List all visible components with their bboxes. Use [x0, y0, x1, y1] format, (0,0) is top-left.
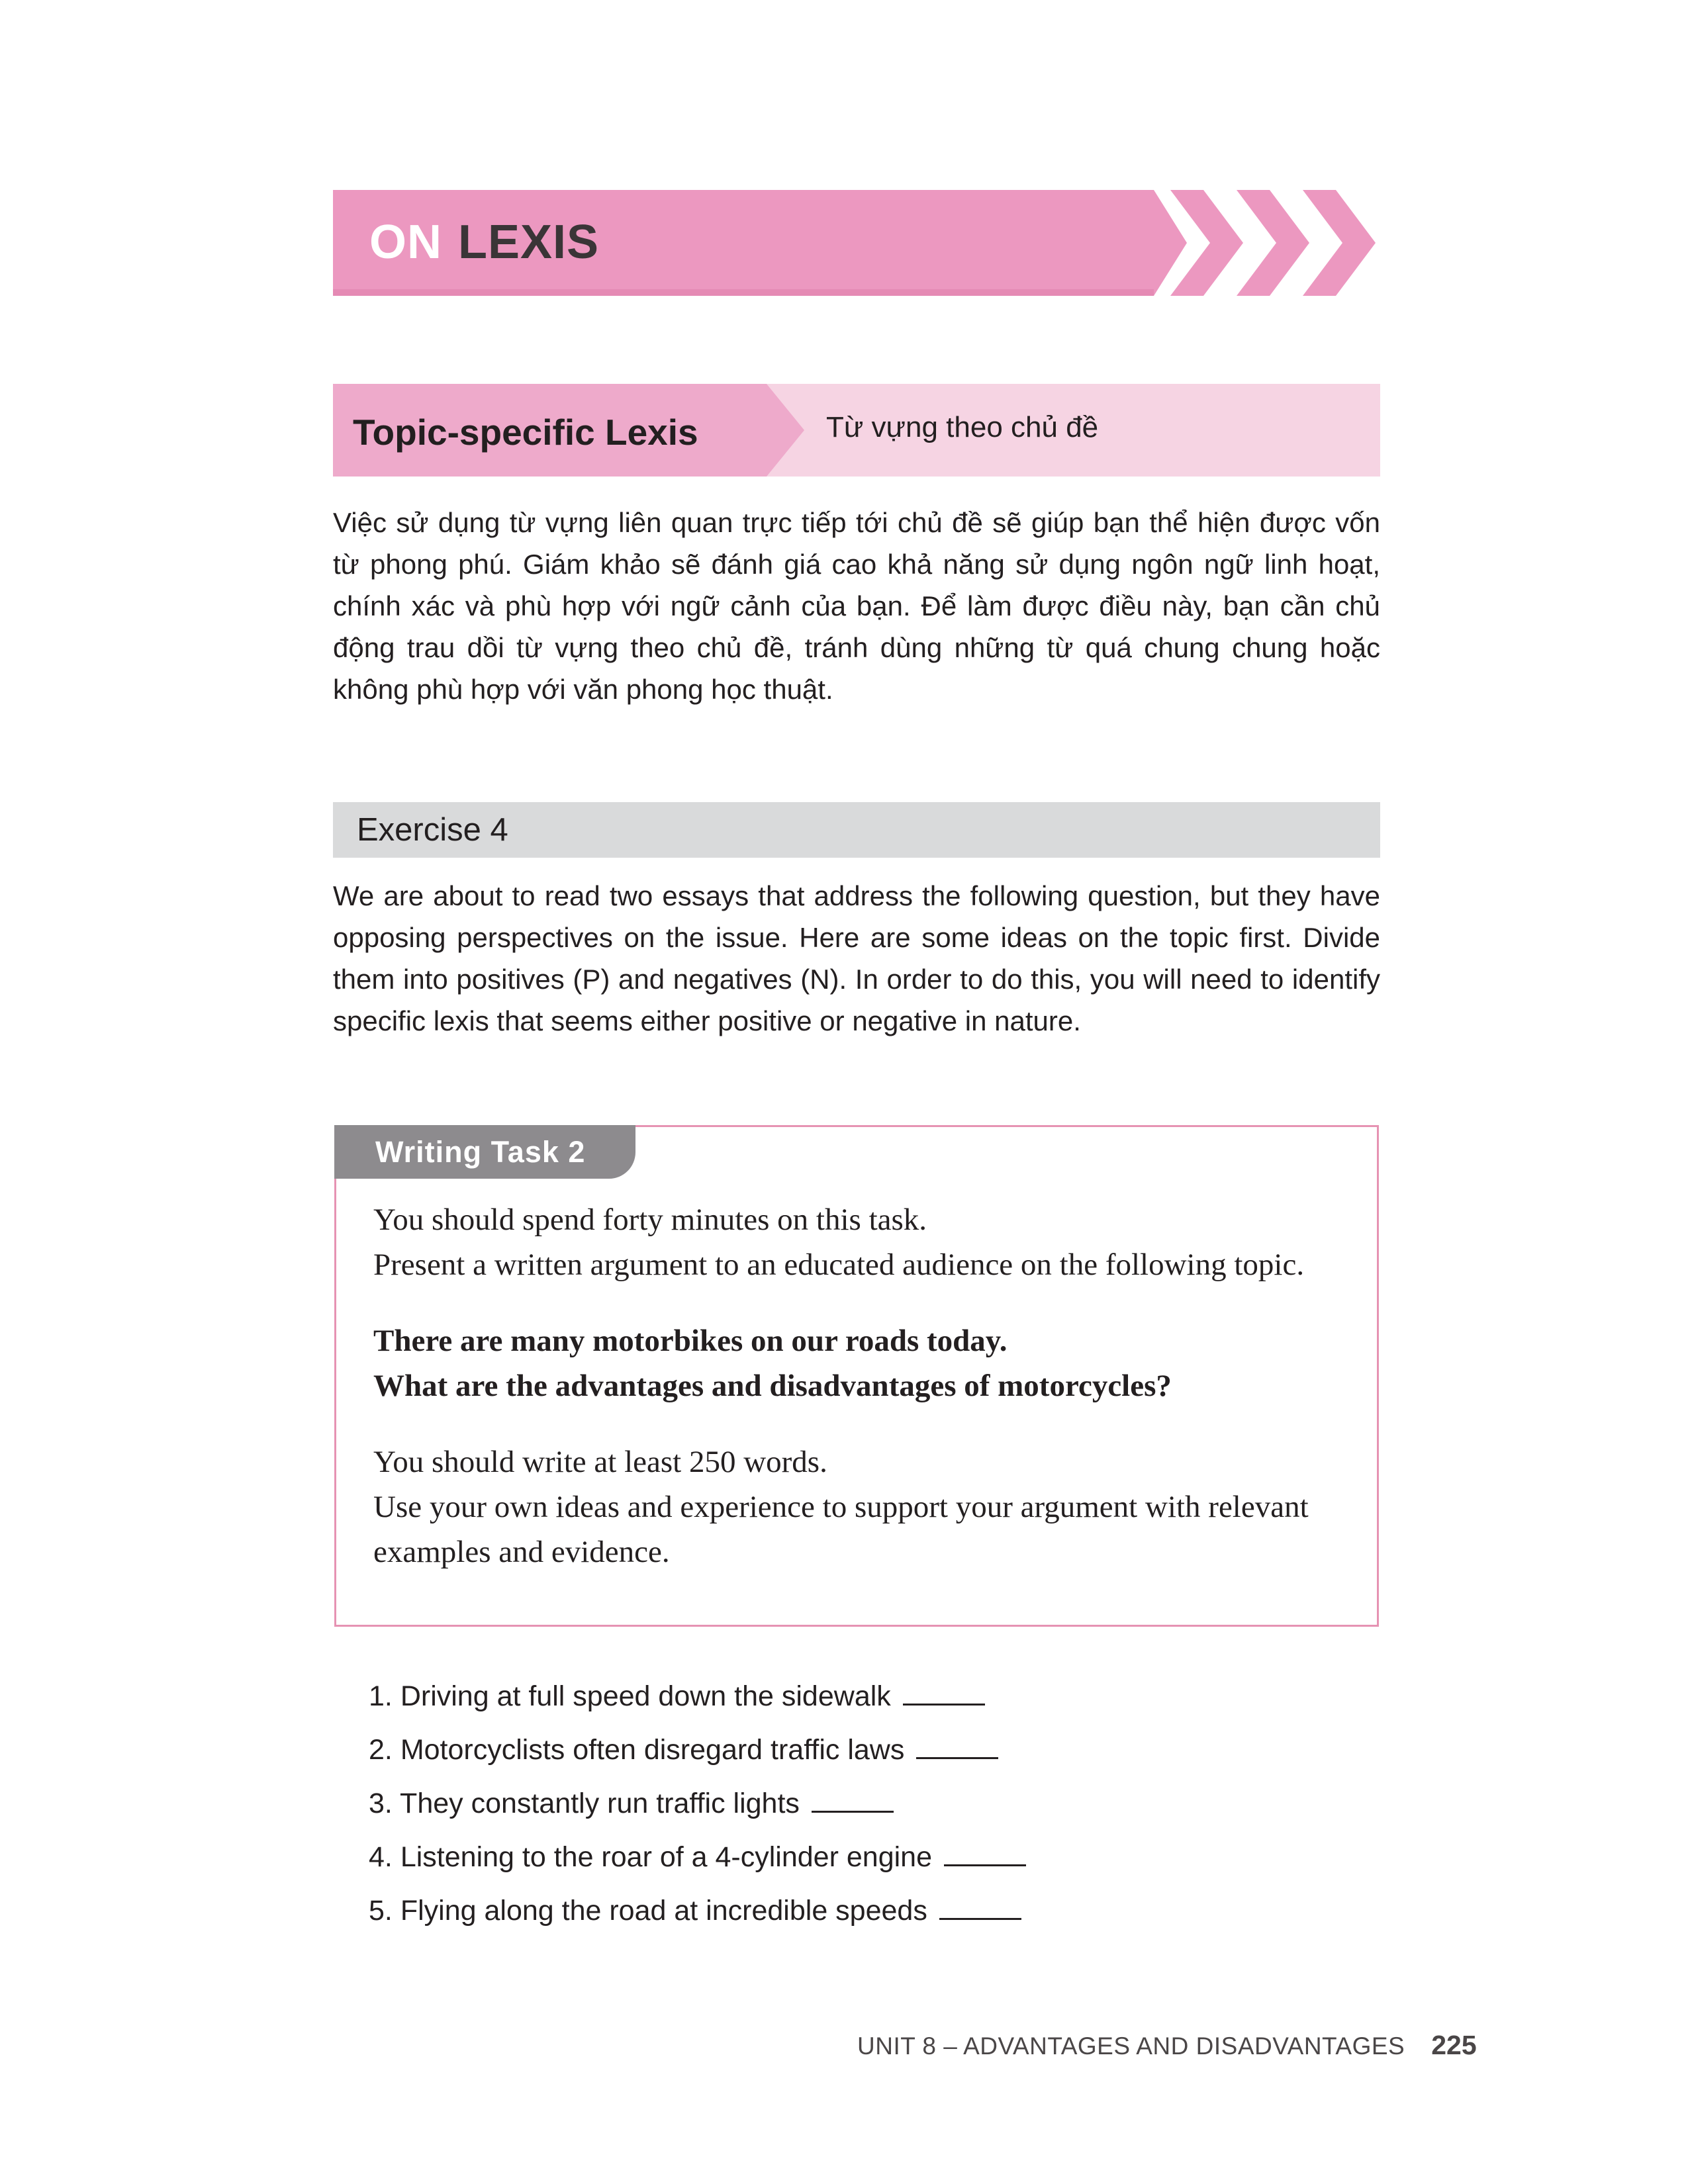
task-intro-line: You should spend forty minutes on this task.: [373, 1203, 927, 1237]
section-heading: [333, 384, 1380, 477]
chapter-title-word-2: LEXIS: [458, 216, 600, 269]
task-question-line: There are many motorbikes on our roads today.: [373, 1324, 1008, 1358]
task-instruction-line: You should write at least 250 words.: [373, 1445, 827, 1479]
chapter-title: [369, 212, 599, 272]
task-intro-line: Present a written argument to an educated audience on the following topic.: [373, 1248, 1305, 1282]
exercise-items-list: [369, 1674, 1026, 1942]
item-text: They constantly run traffic lights: [400, 1788, 800, 1819]
intro-paragraph: Việc sử dụng từ vựng liên quan trực tiếp tới chủ đề sẽ giúp bạn thể hiện được vốn từ phong phú. Giám khảo sẽ đánh giá cao khả năng sử dụng ngôn ngữ linh hoạt, chính xác và phù hợp với ngữ cảnh của bạn. Để làm được điều này, bạn cần chủ động trau dồi từ vựng theo chủ đề, tránh dùng những từ quá chung chung hoặc không phù hợp với văn phong học thuật.: [333, 507, 1380, 705]
chapter-title-word-1: ON: [369, 216, 442, 269]
task-question-line: What are the advantages and disadvantages of motorcycles?: [373, 1369, 1172, 1403]
item-text: Driving at full speed down the sidewalk: [400, 1680, 891, 1712]
item-text: Motorcyclists often disregard traffic laws: [400, 1734, 905, 1766]
page-number: 225: [1431, 2030, 1477, 2060]
answer-blank[interactable]: [812, 1782, 894, 1813]
exercise-label: Exercise 4: [357, 812, 508, 848]
list-item: [369, 1782, 1026, 1835]
item-number: 4.: [369, 1841, 393, 1873]
list-item: [369, 1728, 1026, 1782]
item-number: 3.: [369, 1788, 393, 1819]
answer-blank[interactable]: [916, 1728, 998, 1759]
item-text: Flying along the road at incredible speeds: [400, 1895, 927, 1927]
writing-task-tab: [334, 1125, 635, 1179]
item-text: Listening to the roar of a 4-cylinder engine: [400, 1841, 932, 1873]
task-instruction-line: Use your own ideas and experience to support your argument with relevant: [373, 1490, 1309, 1524]
section-title-vietnamese: Từ vựng theo chủ đề: [826, 411, 1099, 443]
writing-task-tab-label: Writing Task 2: [375, 1135, 586, 1169]
exercise-instructions: We are about to read two essays that address the following question, but they have opposing perspectives on the issue. Here are some ideas on the topic first. Divide them into positives (P) and negatives (N). In order to do this, you will need to identify specific lexis that seems either positive or negative in nature.: [333, 880, 1380, 1036]
answer-blank[interactable]: [903, 1674, 985, 1706]
section-title-english: Topic-specific Lexis: [353, 412, 698, 453]
task-intro: [373, 1197, 1327, 1287]
task-question: [373, 1318, 1327, 1408]
task-instructions: [373, 1439, 1327, 1574]
exercise-heading: [333, 802, 1380, 858]
writing-task-box: [334, 1125, 1379, 1627]
list-item: [369, 1889, 1026, 1942]
page-footer: [857, 2025, 1477, 2071]
answer-blank[interactable]: [939, 1889, 1021, 1920]
answer-blank[interactable]: [944, 1835, 1026, 1866]
chapter-banner: [333, 190, 1379, 296]
item-number: 2.: [369, 1734, 393, 1766]
list-item: [369, 1674, 1026, 1728]
list-item: [369, 1835, 1026, 1889]
task-instruction-line: examples and evidence.: [373, 1535, 670, 1569]
item-number: 1.: [369, 1680, 393, 1712]
footer-unit-title: UNIT 8 – ADVANTAGES AND DISADVANTAGES: [857, 2032, 1405, 2060]
item-number: 5.: [369, 1895, 393, 1927]
